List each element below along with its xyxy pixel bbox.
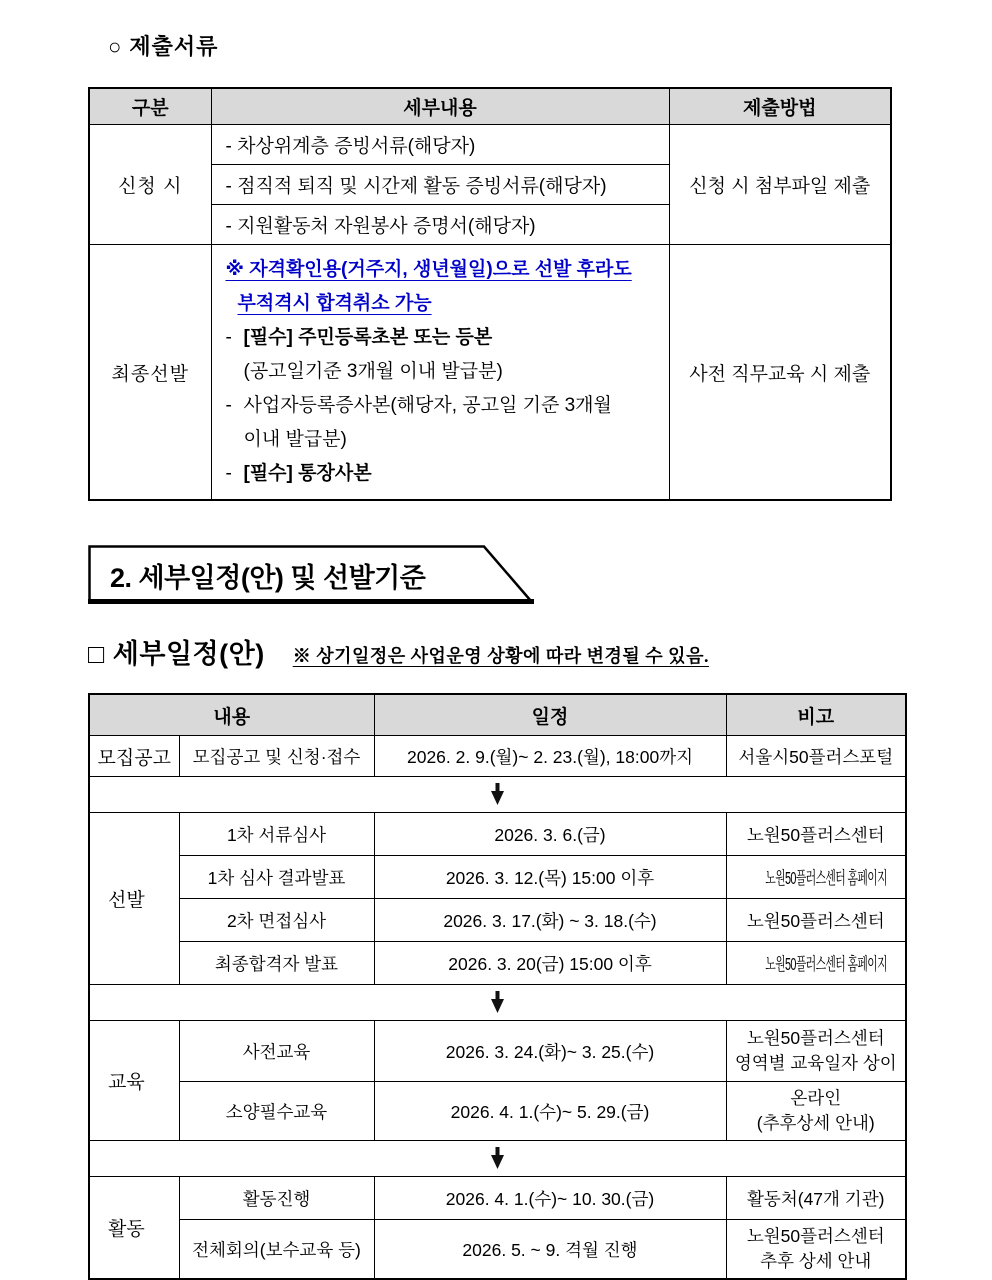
qualification-note-line1: ※ 자격확인용(거주지, 생년월일)으로 선발 후라도 (225, 259, 632, 280)
final-item-2 (226, 389, 663, 423)
dash-bullet: - (225, 463, 232, 484)
table-header-row (89, 88, 891, 125)
col-header-schedule: 일정 (374, 694, 726, 736)
apply-item-2: - 점직적 퇴직 및 시간제 활동 증빙서류(해당자) (211, 165, 669, 205)
col-header-category: 구분 (89, 88, 211, 125)
final-group-label: 최종선발 (89, 245, 211, 501)
table-row-education-1 (89, 1021, 906, 1082)
education-note-1-lines (728, 1023, 905, 1079)
recruit-item: 모집공고 및 신청·접수 (179, 736, 374, 777)
selection-date-3: 2026. 3. 17.(화) ~ 3. 18.(수) (374, 899, 726, 942)
flow-arrow-cell (89, 985, 906, 1021)
section-banner-title: 2. 세부일정(안) 및 선발기준 (110, 563, 426, 593)
activity-group-label: 활동 (89, 1177, 179, 1280)
submission-documents-table (88, 87, 892, 501)
education-note-1 (726, 1021, 906, 1082)
dash-bullet: - (225, 395, 232, 416)
col-header-remark: 비고 (726, 694, 906, 736)
final-item-1 (226, 321, 663, 355)
table-row-selection-4 (89, 942, 906, 985)
schedule-change-note: ※ 상기일정은 사업운영 상황에 따라 변경될 수 있음. (292, 646, 709, 666)
schedule-table (88, 693, 907, 1280)
document-page (0, 30, 992, 1271)
flow-arrow-cell (89, 1141, 906, 1177)
recruit-date: 2026. 2. 9.(월)~ 2. 23.(월), 18:00까지 (374, 736, 726, 777)
final-group-details (211, 245, 669, 501)
down-arrow-icon (490, 783, 505, 807)
table-row-recruit (89, 736, 906, 777)
col-header-method: 제출방법 (669, 88, 891, 125)
selection-group-label: 선발 (89, 813, 179, 985)
activity-date-1: 2026. 4. 1.(수)~ 10. 30.(금) (374, 1177, 726, 1220)
recruit-group-label: 모집공고 (89, 736, 179, 777)
col-header-detail: 세부내용 (211, 88, 669, 125)
selection-item-2: 1차 심사 결과발표 (179, 856, 374, 899)
apply-item-1: - 차상위계층 증빙서류(해당자) (211, 125, 669, 165)
selection-note-2 (726, 856, 906, 899)
selection-note-1: 노원50플러스센터 (726, 813, 906, 856)
table-row-education-2 (89, 1082, 906, 1141)
activity-note-2 (726, 1220, 906, 1280)
col-header-content: 내용 (89, 694, 374, 736)
down-arrow-icon (490, 1147, 505, 1171)
activity-note-2-lines (728, 1221, 905, 1277)
table-row-activity-1 (89, 1177, 906, 1220)
final-item-2-sub-text: 이내 발급분) (243, 429, 347, 450)
education-note-1-line2: 영역별 교육일자 상이 (734, 1053, 897, 1073)
selection-note-2-text: 노원50플러스센터 홈페이지 (764, 867, 887, 888)
education-item-1: 사전교육 (179, 1021, 374, 1082)
apply-item-3: - 지원활동처 자원봉사 증명서(해당자) (211, 205, 669, 245)
table-row (89, 125, 891, 165)
flow-arrow-cell (89, 777, 906, 813)
activity-date-2: 2026. 5. ~ 9. 격월 진행 (374, 1220, 726, 1280)
table-row-selection-2 (89, 856, 906, 899)
down-arrow-icon (490, 991, 505, 1015)
selection-note-4 (726, 942, 906, 985)
activity-note-2-line1: 노원50플러스센터 (746, 1226, 885, 1246)
selection-item-4: 최종합격자 발표 (179, 942, 374, 985)
table-row-selection-3 (89, 899, 906, 942)
activity-note-1: 활동처(47개 기관) (726, 1177, 906, 1220)
selection-item-1: 1차 서류심사 (179, 813, 374, 856)
submission-documents-heading: ○ 제출서류 (108, 34, 219, 59)
flow-arrow-row (89, 1141, 906, 1177)
education-item-2: 소양필수교육 (179, 1082, 374, 1141)
selection-note-3: 노원50플러스센터 (726, 899, 906, 942)
section-banner (88, 545, 538, 605)
dash-bullet: - (225, 327, 232, 348)
selection-note-4-text: 노원50플러스센터 홈페이지 (764, 953, 887, 974)
activity-item-2: 전체회의(보수교육 등) (179, 1220, 374, 1280)
education-group-label: 교육 (89, 1021, 179, 1141)
table-row-selection-1 (89, 813, 906, 856)
education-note-2 (726, 1082, 906, 1141)
flow-arrow-row (89, 985, 906, 1021)
selection-date-1: 2026. 3. 6.(금) (374, 813, 726, 856)
selection-date-2: 2026. 3. 12.(목) 15:00 이후 (374, 856, 726, 899)
flow-arrow-row (89, 777, 906, 813)
activity-item-1: 활동진행 (179, 1177, 374, 1220)
activity-note-2-line2: 추후 상세 안내 (760, 1251, 872, 1271)
selection-item-3: 2차 면접심사 (179, 899, 374, 942)
final-item-1-text: [필수] 주민등록초본 또는 등본 (243, 327, 493, 348)
education-note-2-lines (728, 1083, 905, 1139)
final-item-2-sub (226, 423, 663, 457)
education-note-1-line1: 노원50플러스센터 (746, 1028, 885, 1048)
schedule-heading: □ 세부일정(안) (88, 639, 265, 669)
apply-method: 신청 시 첨부파일 제출 (669, 125, 891, 245)
education-note-2-line2: (추후상세 안내) (756, 1113, 875, 1133)
selection-date-4: 2026. 3. 20(금) 15:00 이후 (374, 942, 726, 985)
final-item-1-sub (226, 355, 663, 389)
final-item-2-text: 사업자등록증사본(해당자, 공고일 기준 3개월 (243, 395, 612, 416)
final-item-1-sub-text: (공고일기준 3개월 이내 발급분) (243, 361, 503, 382)
final-item-3 (226, 457, 663, 491)
table-row (89, 245, 891, 501)
final-item-3-text: [필수] 통장사본 (243, 463, 372, 484)
table-header-row (89, 694, 906, 736)
education-date-2: 2026. 4. 1.(수)~ 5. 29.(금) (374, 1082, 726, 1141)
final-method: 사전 직무교육 시 제출 (669, 245, 891, 501)
recruit-note: 서울시50플러스포털 (726, 736, 906, 777)
apply-group-label: 신청 시 (89, 125, 211, 245)
qualification-note-line2: 부적격시 합격취소 가능 (237, 293, 432, 314)
education-date-1: 2026. 3. 24.(화)~ 3. 25.(수) (374, 1021, 726, 1082)
education-note-2-line1: 온라인 (790, 1088, 842, 1108)
table-row-activity-2 (89, 1220, 906, 1280)
subheading-row (88, 631, 992, 671)
